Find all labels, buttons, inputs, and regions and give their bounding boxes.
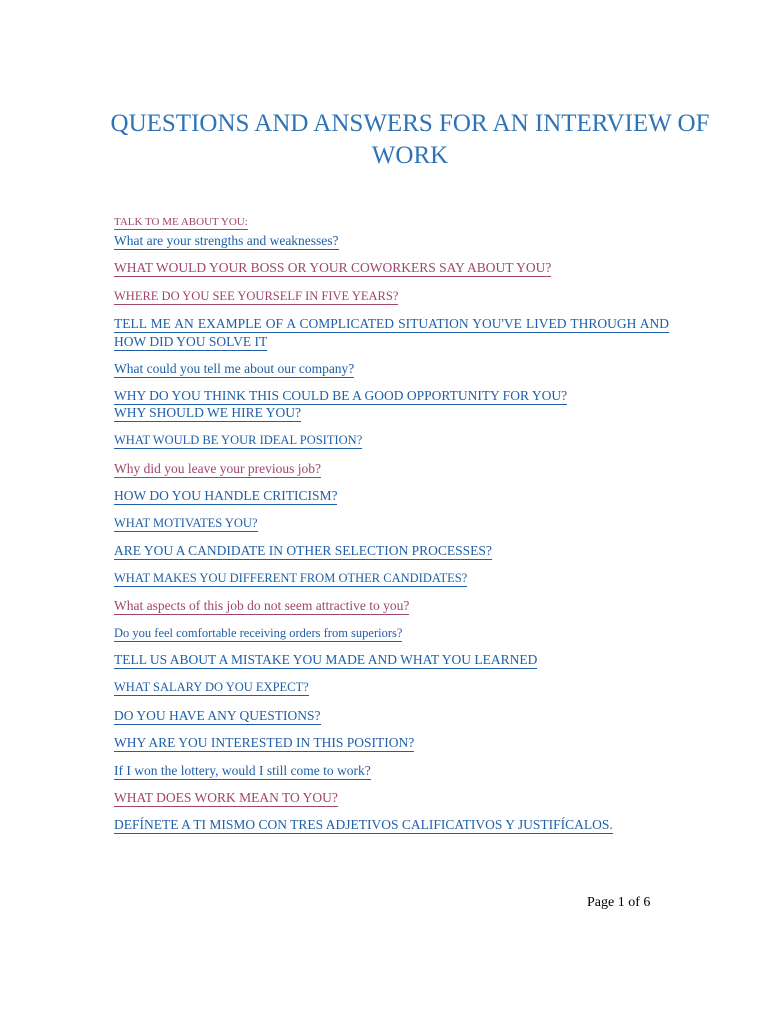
question-item: WHAT MAKES YOU DIFFERENT FROM OTHER CANDIDATES? — [114, 571, 468, 585]
question-item: What could you tell me about our company? — [114, 361, 355, 376]
question-item: WHY SHOULD WE HIRE YOU? — [114, 405, 301, 420]
question-item: WHAT DOES WORK MEAN TO YOU? — [114, 790, 338, 805]
question-item: WHERE DO YOU SEE YOURSELF IN FIVE YEARS? — [114, 289, 399, 303]
question-item: DEFÍNETE A TI MISMO CON TRES ADJETIVOS CALIFICATIVOS Y JUSTIFÍCALOS. — [114, 817, 613, 832]
question-item: WHAT WOULD YOUR BOSS OR YOUR COWORKERS SAY ABOUT YOU? — [114, 260, 552, 275]
question-item: TELL US ABOUT A MISTAKE YOU MADE AND WHAT YOU LEARNED — [114, 652, 538, 667]
question-item: TELL ME AN EXAMPLE OF A COMPLICATED SITUATION YOU'VE LIVED THROUGH AND HOW DID YOU SOLVE IT — [114, 316, 669, 349]
question-item: If I won the lottery, would I still come to work? — [114, 763, 371, 778]
question-item: Do you feel comfortable receiving orders from superiors? — [114, 626, 403, 640]
question-item: TALK TO ME ABOUT YOU: — [114, 216, 248, 228]
page-title: QUESTIONS AND ANSWERS FOR AN INTERVIEW OF WORK — [110, 110, 710, 169]
question-item: WHY DO YOU THINK THIS COULD BE A GOOD OPPORTUNITY FOR YOU? — [114, 388, 568, 403]
question-item: HOW DO YOU HANDLE CRITICISM? — [114, 488, 338, 503]
question-item: ARE YOU A CANDIDATE IN OTHER SELECTION PROCESSES? — [114, 543, 492, 558]
question-item: What are your strengths and weaknesses? — [114, 233, 339, 248]
question-item: WHAT SALARY DO YOU EXPECT? — [114, 680, 309, 694]
page-number: Page 1 of 6 — [587, 895, 651, 910]
question-item: WHAT MOTIVATES YOU? — [114, 516, 258, 530]
question-item: WHAT WOULD BE YOUR IDEAL POSITION? — [114, 433, 363, 447]
question-item: DO YOU HAVE ANY QUESTIONS? — [114, 708, 321, 723]
question-item: Why did you leave your previous job? — [114, 461, 321, 476]
question-item: WHY ARE YOU INTERESTED IN THIS POSITION? — [114, 735, 415, 750]
question-item: What aspects of this job do not seem attractive to you? — [114, 598, 410, 613]
